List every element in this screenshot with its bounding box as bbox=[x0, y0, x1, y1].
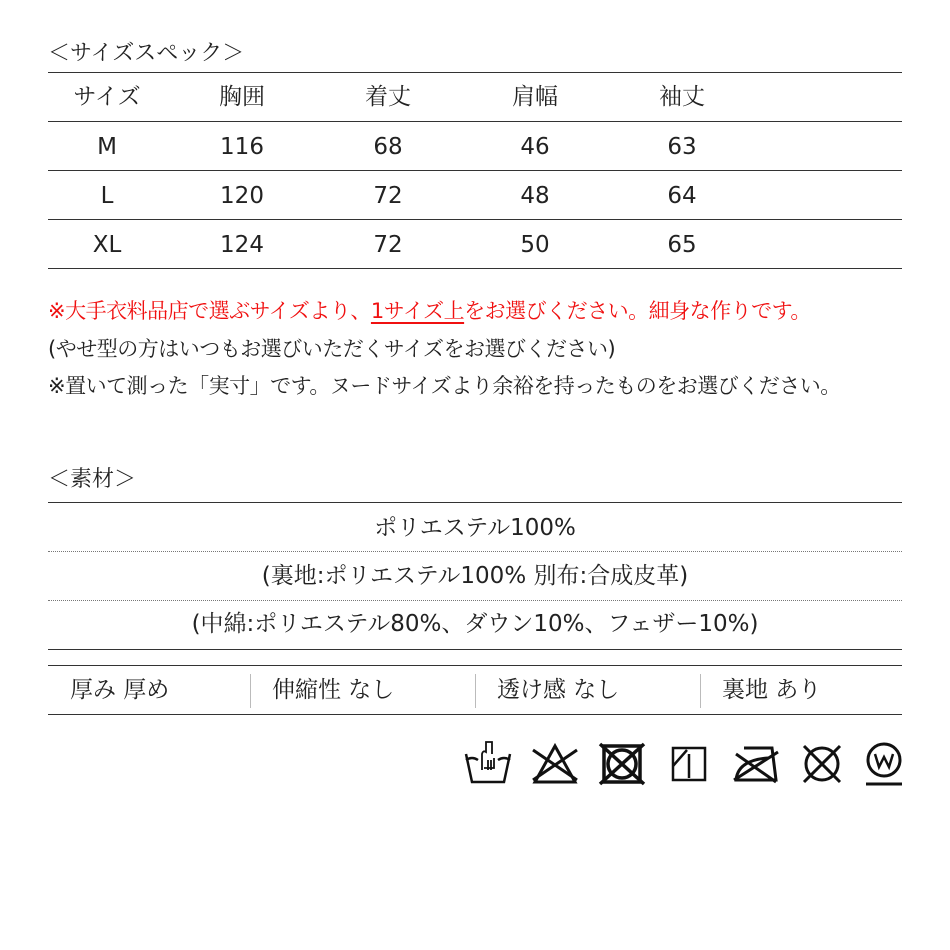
note-text: をお選びください。細身な作りです。 bbox=[464, 299, 811, 323]
hand-wash-icon bbox=[464, 740, 512, 788]
size-table-header bbox=[48, 73, 902, 121]
note-emphasis: 1サイズ上 bbox=[370, 299, 465, 323]
divider bbox=[48, 502, 902, 503]
no-tumble-dry-icon bbox=[598, 740, 646, 788]
note-text: ※大手衣料品店で選ぶサイズより、 bbox=[48, 299, 371, 323]
divider bbox=[48, 268, 902, 269]
value-cell: 65 bbox=[667, 232, 697, 258]
header-cell: 肩幅 bbox=[512, 84, 558, 110]
slim-note: (やせ型の方はいつもお選びいただくサイズをお選びください) bbox=[48, 337, 616, 361]
value-cell: 116 bbox=[220, 134, 264, 160]
attr-lining: 裏地 あり bbox=[722, 677, 822, 703]
table-row bbox=[48, 123, 902, 171]
size-cell: XL bbox=[92, 232, 122, 258]
attr-transparency: 透け感 なし bbox=[497, 677, 620, 703]
fit-warning-note bbox=[48, 295, 811, 325]
value-cell: 124 bbox=[220, 232, 264, 258]
value-cell: 46 bbox=[520, 134, 550, 160]
divider bbox=[48, 121, 902, 122]
table-row bbox=[48, 172, 902, 220]
size-spec-heading: ＜サイズスペック＞ bbox=[48, 41, 245, 66]
no-iron-icon bbox=[732, 740, 780, 788]
header-cell: 胸囲 bbox=[219, 84, 265, 110]
material-main: ポリエステル100% bbox=[374, 515, 576, 541]
line-dry-shade-icon bbox=[665, 740, 713, 788]
size-cell: M bbox=[97, 134, 117, 160]
material-lining: (裏地:ポリエステル100% 別布:合成皮革) bbox=[261, 563, 689, 589]
material-filling: (中綿:ポリエステル80%、ダウン10%、フェザー10%) bbox=[191, 611, 759, 637]
value-cell: 64 bbox=[667, 183, 697, 209]
size-cell: L bbox=[100, 183, 114, 209]
table-row bbox=[48, 221, 902, 269]
divider bbox=[48, 219, 902, 220]
header-cell: 着丈 bbox=[365, 84, 411, 110]
no-dry-clean-icon bbox=[798, 740, 846, 788]
value-cell: 50 bbox=[520, 232, 550, 258]
header-cell: 袖丈 bbox=[659, 84, 705, 110]
value-cell: 72 bbox=[373, 183, 403, 209]
measurement-note: ※置いて測った「実寸」です。ヌードサイズより余裕を持ったものをお選びください。 bbox=[48, 374, 841, 398]
value-cell: 120 bbox=[220, 183, 264, 209]
value-cell: 48 bbox=[520, 183, 550, 209]
no-bleach-icon bbox=[531, 740, 579, 788]
divider bbox=[48, 170, 902, 171]
header-cell: サイズ bbox=[73, 84, 141, 110]
wet-clean-icon bbox=[862, 740, 910, 788]
value-cell: 63 bbox=[667, 134, 697, 160]
value-cell: 68 bbox=[373, 134, 403, 160]
divider bbox=[48, 649, 902, 650]
divider bbox=[48, 714, 902, 715]
value-cell: 72 bbox=[373, 232, 403, 258]
material-heading: ＜素材＞ bbox=[48, 467, 137, 492]
attr-thickness: 厚み 厚め bbox=[70, 677, 170, 703]
attr-stretch: 伸縮性 なし bbox=[272, 677, 395, 703]
